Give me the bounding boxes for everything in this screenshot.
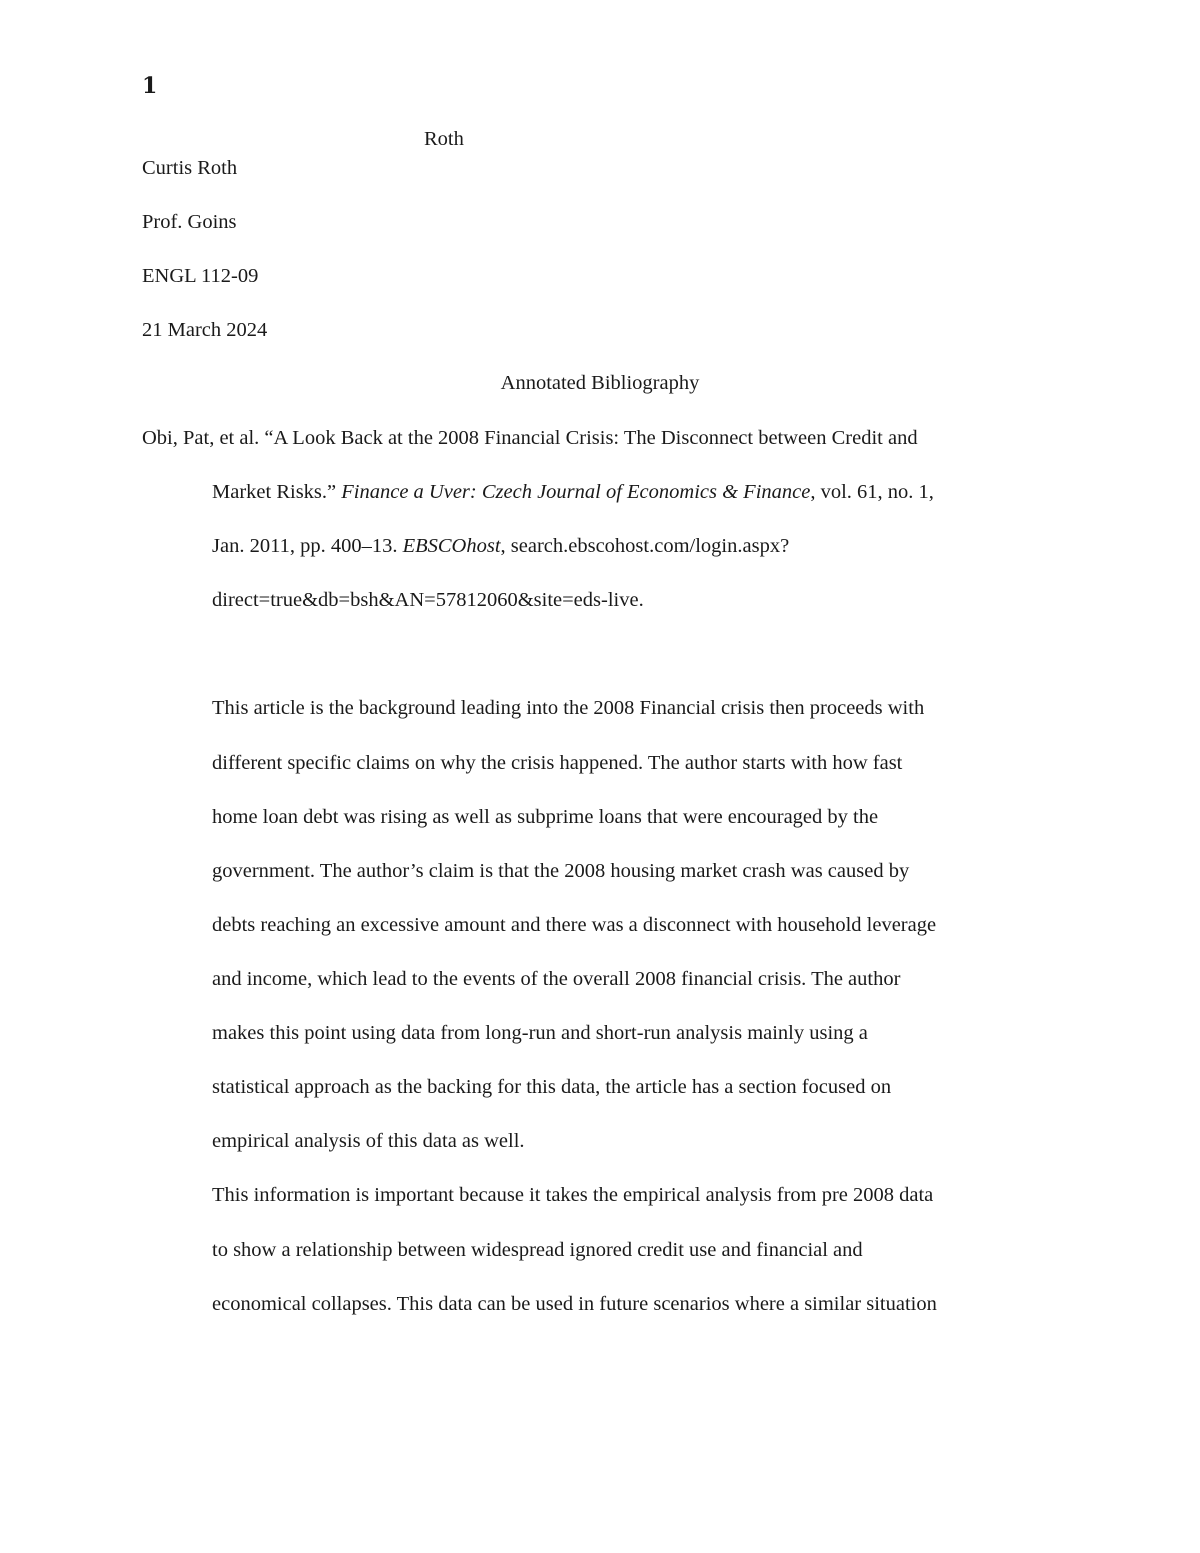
database-name: EBSCOhost — [402, 535, 501, 557]
annotation-line: empirical analysis of this data as well. — [212, 1130, 525, 1152]
annotation-line: economical collapses. This data can be used in future scenarios where a similar situation — [212, 1293, 937, 1315]
annotation-line: statistical approach as the backing for this data, the article has a section focused on — [212, 1076, 892, 1098]
annotation-line: different specific claims on why the crisis happened. The author starts with how fast — [212, 752, 903, 774]
page-number: 1 — [142, 73, 158, 99]
annotation-line: and income, which lead to the events of the overall 2008 financial crisis. The author — [212, 968, 901, 990]
annotation-line: This information is important because it takes the empirical analysis from pre 2008 data — [212, 1184, 934, 1206]
citation-text: , vol. 61, no. 1, — [810, 481, 934, 503]
annotation-line: makes this point using data from long-run and short-run analysis mainly using a — [212, 1022, 868, 1044]
running-head: Roth — [424, 128, 464, 150]
citation-url: direct=true&db=bsh&AN=57812060&site=eds-live. — [212, 589, 644, 611]
student-name: Curtis Roth — [142, 157, 238, 179]
annotation-line: government. The author’s claim is that the 2008 housing market crash was caused by — [212, 860, 910, 882]
annotation-line: to show a relationship between widespread ignored credit use and financial and — [212, 1239, 863, 1261]
instructor-name: Prof. Goins — [142, 211, 237, 233]
citation-url: , search.ebscohost.com/login.aspx? — [500, 535, 790, 557]
submission-date: 21 March 2024 — [142, 319, 268, 341]
citation-text: Jan. 2011, pp. 400–13. — [212, 535, 403, 557]
citation-line — [212, 477, 934, 507]
annotation-line: home loan debt was rising as well as subprime loans that were encouraged by the — [212, 806, 879, 828]
document-title: Annotated Bibliography — [500, 372, 700, 394]
citation-line — [212, 531, 789, 561]
annotation-line: debts reaching an excessive amount and there was a disconnect with household leverage — [212, 914, 937, 936]
citation-text: Market Risks.” — [212, 481, 342, 503]
annotation-line: This article is the background leading into the 2008 Financial crisis then proceeds with — [212, 697, 925, 719]
citation-line: Obi, Pat, et al. “A Look Back at the 2008 Financial Crisis: The Disconnect between Credit and — [142, 427, 918, 449]
course-code: ENGL 112-09 — [142, 265, 259, 287]
journal-title: Finance a Uver: Czech Journal of Economics & Finance — [341, 481, 811, 503]
